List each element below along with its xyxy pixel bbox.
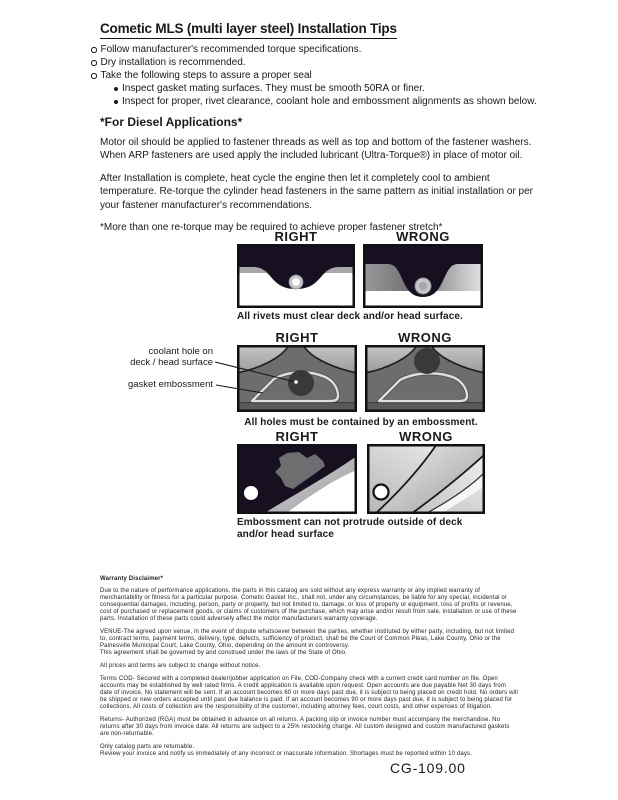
venue-paragraph: VENUE-The agreed upon venue, in the event of dispute whatsoever between the parties, whether instituted by either party, including, but not limited to, contract terms, payment terms, delivery, type, defects, sufficiency of product, shall be the Court of Common Pleas, Lake County, Ohio or the Painesville Municipal Court, Lake County, Ohio, depending on the amount in controversy. (100, 629, 515, 649)
governing-law-line: This agreement shall be governed by and construed under the laws of the State of Ohio. (100, 650, 348, 656)
gasket-embossment-label: gasket embossment (127, 379, 213, 390)
coolant-hole-label (100, 346, 213, 368)
bullet-circle-icon (91, 60, 97, 66)
bullet-text: Take the following steps to assure a proper seal (100, 70, 312, 81)
bullet-text: Dry installation is recommended. (100, 57, 246, 68)
diesel-heading: *For Diesel Applications* (100, 115, 243, 129)
bullet-text: Follow manufacturer's recommended torque specifications. (100, 44, 362, 55)
page-title: Cometic MLS (multi layer steel) Installation Tips (100, 21, 397, 39)
figure3-wrong-label: WRONG (399, 429, 453, 444)
intro-bullet-list (91, 43, 551, 108)
figure3-caption (237, 517, 462, 541)
list-item (91, 82, 551, 95)
figure3-right-diagram (237, 444, 357, 514)
list-item (91, 43, 551, 56)
figure1-caption: All rivets must clear deck and/or head surface. (237, 311, 463, 322)
warranty-paragraph: Due to the nature of performance applications, the parts in this catalog are sold without any express warranty or any implied warranty of merchantability or fitness for a particular purpose. Cometic Gasket Inc., shall not, under any circumstances, be liable for any special, incidental or consequential damages, including, person, party or property, but not limited to, damage, or loss of property or equipment, loss of profits or revenue, cost of purchased or replacement goods, or claims of customers of the purchase, which may arise and/or result from sale, installation or use of these parts. Installation of these parts could adversely affect the motor manufacturers warranty coverage. (100, 588, 517, 622)
page-code: CG-109.00 (390, 760, 466, 776)
review-invoice-line: Review your invoice and notify us immediately of any incorrect or inaccurate information. Shortages must be reported within 10 days. (100, 751, 472, 757)
figure2-right-diagram (237, 345, 357, 412)
list-item (91, 95, 551, 108)
figure1-wrong-diagram (363, 244, 483, 308)
figure1-right-label: RIGHT (274, 229, 318, 244)
coolant-hole-label-line2: deck / head surface (130, 357, 213, 368)
coolant-hole-label-line1: coolant hole on (148, 346, 213, 357)
figure3-caption-line1: Embossment can not protrude outside of deck (237, 517, 463, 528)
diesel-section (100, 116, 547, 244)
list-item (91, 69, 551, 82)
figure1-right-diagram (237, 244, 355, 308)
figure2-caption: All holes must be contained by an embossment. (244, 417, 478, 428)
bullet-circle-icon (91, 47, 97, 53)
figure3-wrong-diagram (367, 444, 485, 514)
terms-cod-paragraph: Terms COD- Secured with a completed dealer/jobber application on File, COD-Company check with a current credit card number on file. Open accounts may be established by well rated firms. A credit application is available upon request. Open accounts are due payable Net 30 days from date of invoice. No statement will be sent. If an account becomes 60 or more days past due, it is subject to being placed on credit hold. No orders will be shipped or new orders accepted until past due balance is paid. If an account becomes 90 or more days past due, it is subject to being placed for collections. All costs of collection are the responsibility of the customer, including attorney fees, court costs, and other expenses of litigation. (100, 676, 519, 710)
list-item (91, 56, 551, 69)
diesel-paragraph-1: Motor oil should be applied to fastener threads as well as top and bottom of the fastener washers. When ARP fasteners are used apply the included lubricant (Ultra-Torque®) in place of motor oil. (100, 136, 532, 161)
warranty-disclaimer-section (100, 576, 520, 758)
prices-terms-line: All prices and terms are subject to change without notice. (100, 663, 261, 669)
bullet-dot-icon (114, 100, 118, 104)
diesel-paragraph-2: After Installation is complete, heat cycle the engine then let it completely cool to ambient temperature. Re-torque the cylinder head fasteners in the same pattern as initial installation or per your fastener manufacturer's recommendations. (100, 172, 534, 211)
bullet-text: Inspect gasket mating surfaces. They must be smooth 50RA or finer. (122, 83, 425, 94)
returns-paragraph: Returns- Authorized (RGA) must be obtained in advance on all returns. A packing slip or invoice number must accompany the merchandise. No returns after 30 days from invoice date. All returns are subject to a 25% restocking charge. All custom designed and custom manufactured gaskets are non-returnable. (100, 717, 510, 737)
bullet-dot-icon (114, 87, 118, 91)
catalog-parts-line: Only catalog parts are returnable. (100, 744, 195, 750)
figure2-wrong-label: WRONG (398, 330, 452, 345)
figure3-right-label: RIGHT (275, 429, 319, 444)
bullet-circle-icon (91, 73, 97, 79)
figure3-caption-line2: and/or head surface (237, 529, 334, 540)
bullet-text: Inspect for proper, rivet clearance, coolant hole and embossment alignments as shown below. (122, 96, 537, 107)
diesel-note: *More than one re-torque may be required to achieve proper fastener stretch* (100, 222, 443, 233)
warranty-heading: Warranty Disclaimer* (100, 576, 164, 582)
figure2-wrong-diagram (365, 345, 485, 412)
figure2-right-label: RIGHT (275, 330, 319, 345)
figure1-wrong-label: WRONG (396, 229, 450, 244)
